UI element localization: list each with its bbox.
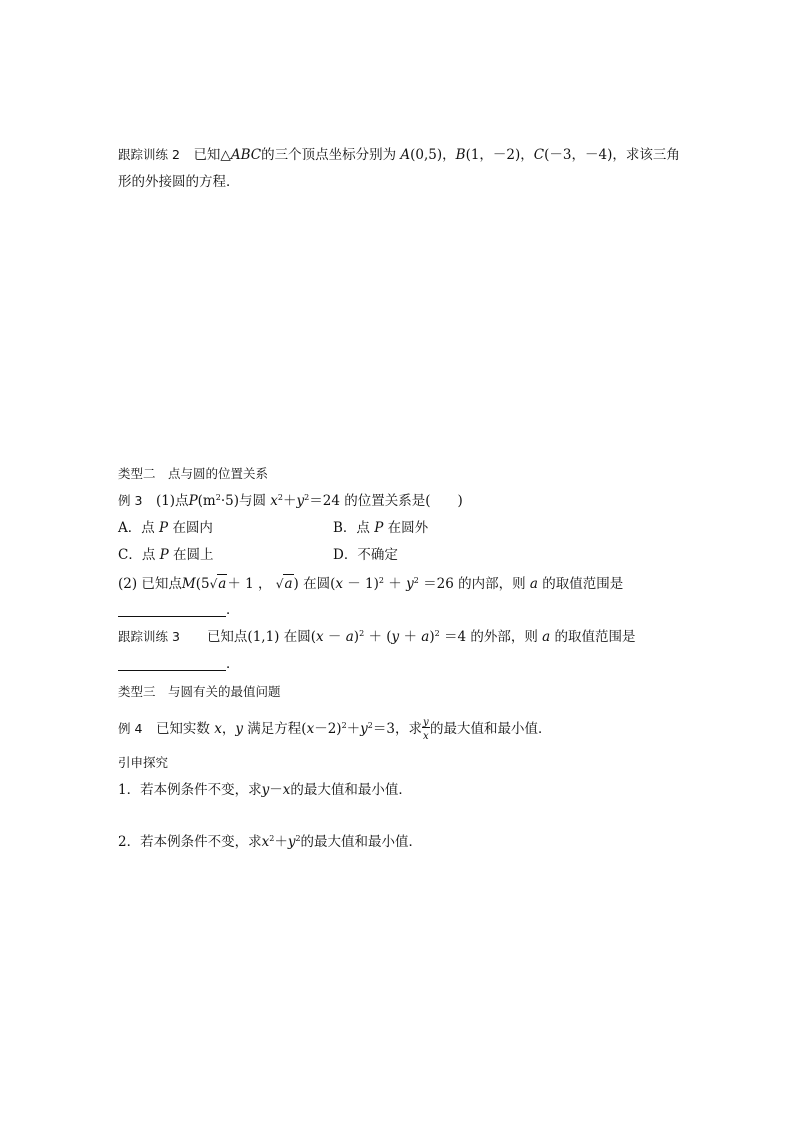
sqrt-icon: √ <box>275 577 284 591</box>
example4-line: 例 4 已知实数 x，y 满足方程$(x-2)^2+y^2=3$，求 $\frac{y}{x}$ 的最大值和最小值． <box>118 717 552 742</box>
extend-heading: 引申探究 <box>118 755 169 770</box>
example3-question1: 例 3 (1)点$P(m^2\cdot 5)$与圆 $x^2+y^2=24$ 的位置关系是( ) <box>118 493 463 509</box>
example3-question2: (2) 已知点M(5√a＋ 1 ， √a) 在圆$(x - 1)^2 + y^2 =26$ 的内部，则 a 的取值范围是 <box>118 576 624 592</box>
extend-question1: 1．若本例条件不变，求y－x的最大值和最小值． <box>118 782 412 798</box>
example3-answer-line: ． <box>118 601 240 619</box>
fraction-y-over-x: $\frac{y}{x}$ <box>422 717 429 742</box>
answer-blank[interactable] <box>118 657 226 671</box>
sqrt-icon: √ <box>209 577 218 591</box>
training2-line2: 形的外接圆的方程． <box>118 174 240 190</box>
option-b: B．点 P 在圆外 <box>333 520 429 536</box>
training2-line1: 跟踪训练 2 已知△ABC的三个顶点坐标分别为 A(0,5)，B(1，－2)，C(－3，－4)，求该三角 <box>118 147 680 163</box>
answer-blank[interactable] <box>118 603 226 617</box>
training3-line1: 跟踪训练 3 已知点(1,1) 在圆$(x - a)^2 + (y + a)^2 =4$ 的外部，则 a 的取值范围是 <box>118 629 636 645</box>
type2-heading: 类型二 点与圆的位置关系 <box>118 466 269 481</box>
training3-label: 跟踪训练 3 <box>118 629 180 644</box>
training3-answer-line: ． <box>118 655 240 673</box>
extend-question2: 2．若本例条件不变，求$x^2+y^2$的最大值和最小值． <box>118 834 423 850</box>
option-d: D．不确定 <box>333 547 398 563</box>
option-a: A．点 P 在圆内 <box>118 520 213 536</box>
type3-heading: 类型三 与圆有关的最值问题 <box>118 684 281 699</box>
option-c: C．点 P 在圆上 <box>118 547 214 563</box>
example3-label: 例 3 <box>118 493 143 508</box>
training2-label: 跟踪训练 2 <box>118 147 180 162</box>
example4-label: 例 4 <box>118 721 143 736</box>
